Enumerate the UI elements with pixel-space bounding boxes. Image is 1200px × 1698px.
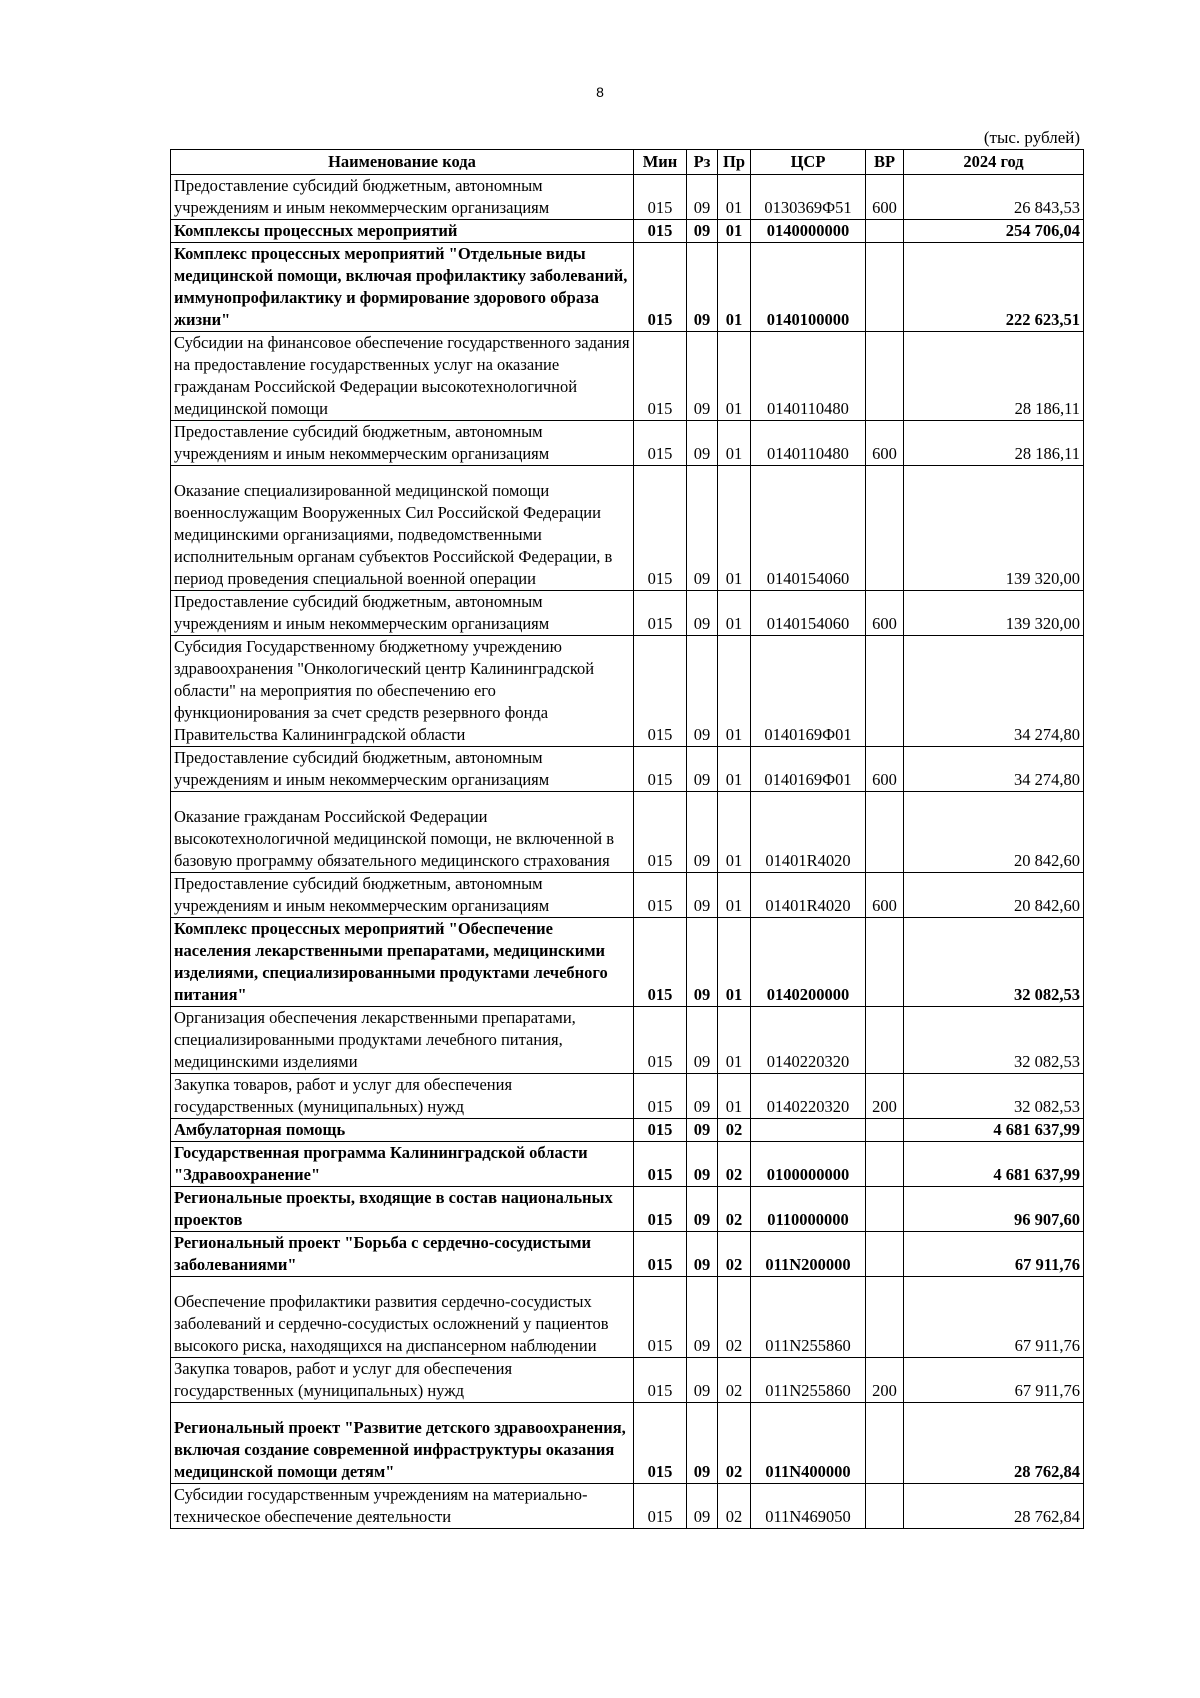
cell-min: 015	[634, 1007, 687, 1074]
cell-rz: 09	[687, 1187, 718, 1232]
cell-vr	[866, 332, 904, 421]
cell-value: 28 762,84	[904, 1403, 1084, 1484]
cell-rz: 09	[687, 421, 718, 466]
cell-rz: 09	[687, 1232, 718, 1277]
cell-rz: 09	[687, 220, 718, 243]
cell-value: 96 907,60	[904, 1187, 1084, 1232]
cell-pr: 01	[718, 591, 751, 636]
cell-name: Субсидии государственным учреждениям на материально-техническое обеспечение деятельности	[171, 1484, 634, 1529]
table-row	[171, 466, 1084, 591]
cell-name: Амбулаторная помощь	[171, 1119, 634, 1142]
table-row	[171, 1142, 1084, 1187]
cell-min: 015	[634, 1142, 687, 1187]
cell-name: Закупка товаров, работ и услуг для обеспечения государственных (муниципальных) нужд	[171, 1358, 634, 1403]
cell-rz: 09	[687, 1119, 718, 1142]
cell-value: 67 911,76	[904, 1358, 1084, 1403]
cell-value: 34 274,80	[904, 636, 1084, 747]
cell-value: 28 762,84	[904, 1484, 1084, 1529]
cell-pr: 01	[718, 175, 751, 220]
table-body	[171, 175, 1084, 1529]
header-csr: ЦСР	[751, 150, 866, 175]
cell-vr	[866, 636, 904, 747]
table-row	[171, 591, 1084, 636]
table-row	[171, 636, 1084, 747]
cell-pr: 01	[718, 792, 751, 873]
cell-min: 015	[634, 243, 687, 332]
table-row	[171, 1007, 1084, 1074]
cell-vr	[866, 466, 904, 591]
cell-vr	[866, 1007, 904, 1074]
cell-rz: 09	[687, 636, 718, 747]
cell-value: 28 186,11	[904, 332, 1084, 421]
cell-rz: 09	[687, 175, 718, 220]
cell-min: 015	[634, 1484, 687, 1529]
cell-csr: 0140154060	[751, 591, 866, 636]
cell-rz: 09	[687, 918, 718, 1007]
cell-csr: 01401R4020	[751, 792, 866, 873]
table-row	[171, 1187, 1084, 1232]
cell-value: 26 843,53	[904, 175, 1084, 220]
cell-name: Предоставление субсидий бюджетным, автономным учреждениям и иным некоммерческим организациям	[171, 747, 634, 792]
cell-value: 139 320,00	[904, 466, 1084, 591]
cell-value: 32 082,53	[904, 1007, 1084, 1074]
cell-name: Комплексы процессных мероприятий	[171, 220, 634, 243]
cell-name: Оказание специализированной медицинской помощи военнослужащим Вооруженных Сил Российской Федерации медицинскими организациями, подведомственными исполнительным органам субъектов Российской Федерации, в период проведения специальной военной операции	[171, 466, 634, 591]
cell-csr: 0140100000	[751, 243, 866, 332]
cell-min: 015	[634, 1403, 687, 1484]
cell-name: Комплекс процессных мероприятий "Отдельные виды медицинской помощи, включая профилактику заболеваний, иммунопрофилактику и формирование здорового образа жизни"	[171, 243, 634, 332]
cell-pr: 01	[718, 466, 751, 591]
cell-rz: 09	[687, 1403, 718, 1484]
cell-name: Предоставление субсидий бюджетным, автономным учреждениям и иным некоммерческим организациям	[171, 421, 634, 466]
table-row	[171, 175, 1084, 220]
cell-name: Предоставление субсидий бюджетным, автономным учреждениям и иным некоммерческим организациям	[171, 873, 634, 918]
cell-rz: 09	[687, 591, 718, 636]
table-row	[171, 873, 1084, 918]
cell-value: 139 320,00	[904, 591, 1084, 636]
cell-rz: 09	[687, 1358, 718, 1403]
cell-vr	[866, 918, 904, 1007]
cell-csr: 0130369Ф51	[751, 175, 866, 220]
table-row	[171, 1484, 1084, 1529]
table-row	[171, 1119, 1084, 1142]
cell-pr: 01	[718, 1007, 751, 1074]
cell-min: 015	[634, 1187, 687, 1232]
cell-vr	[866, 243, 904, 332]
cell-name: Предоставление субсидий бюджетным, автономным учреждениям и иным некоммерческим организациям	[171, 591, 634, 636]
cell-pr: 02	[718, 1119, 751, 1142]
cell-vr	[866, 1403, 904, 1484]
header-min: Мин	[634, 150, 687, 175]
cell-vr	[866, 792, 904, 873]
cell-vr	[866, 1277, 904, 1358]
table-row	[171, 792, 1084, 873]
cell-csr: 011N255860	[751, 1277, 866, 1358]
cell-csr: 0140169Ф01	[751, 636, 866, 747]
cell-value: 4 681 637,99	[904, 1142, 1084, 1187]
cell-csr: 011N200000	[751, 1232, 866, 1277]
cell-pr: 01	[718, 332, 751, 421]
cell-csr: 011N255860	[751, 1358, 866, 1403]
cell-csr: 0140200000	[751, 918, 866, 1007]
table-row	[171, 1358, 1084, 1403]
cell-pr: 02	[718, 1403, 751, 1484]
table-row	[171, 1277, 1084, 1358]
table-row	[171, 332, 1084, 421]
cell-pr: 01	[718, 421, 751, 466]
cell-csr: 0140169Ф01	[751, 747, 866, 792]
cell-rz: 09	[687, 332, 718, 421]
cell-name: Государственная программа Калининградской области "Здравоохранение"	[171, 1142, 634, 1187]
cell-csr: 0100000000	[751, 1142, 866, 1187]
cell-name: Субсидии на финансовое обеспечение государственного задания на предоставление государственных услуг на оказание гражданам Российской Федерации высокотехнологичной медицинской помощи	[171, 332, 634, 421]
cell-value: 20 842,60	[904, 873, 1084, 918]
cell-csr: 011N469050	[751, 1484, 866, 1529]
cell-vr: 200	[866, 1358, 904, 1403]
cell-csr: 0140110480	[751, 332, 866, 421]
cell-vr	[866, 1119, 904, 1142]
cell-value: 28 186,11	[904, 421, 1084, 466]
cell-min: 015	[634, 332, 687, 421]
cell-name: Региональный проект "Борьба с сердечно-сосудистыми заболеваниями"	[171, 1232, 634, 1277]
table-row	[171, 1074, 1084, 1119]
cell-value: 32 082,53	[904, 918, 1084, 1007]
cell-min: 015	[634, 466, 687, 591]
cell-rz: 09	[687, 747, 718, 792]
cell-vr: 600	[866, 873, 904, 918]
unit-label: (тыс. рублей)	[983, 128, 1080, 147]
cell-min: 015	[634, 591, 687, 636]
table-row	[171, 918, 1084, 1007]
cell-pr: 02	[718, 1358, 751, 1403]
table-header-row	[171, 150, 1084, 175]
cell-rz: 09	[687, 243, 718, 332]
header-vr: ВР	[866, 150, 904, 175]
cell-name: Региональный проект "Развитие детского здравоохранения, включая создание современной инфраструктуры оказания медицинской помощи детям"	[171, 1403, 634, 1484]
cell-vr: 600	[866, 421, 904, 466]
cell-value: 20 842,60	[904, 792, 1084, 873]
cell-csr: 0140110480	[751, 421, 866, 466]
page-number: 8	[596, 84, 604, 100]
cell-min: 015	[634, 1358, 687, 1403]
cell-vr: 600	[866, 175, 904, 220]
cell-vr: 600	[866, 747, 904, 792]
cell-rz: 09	[687, 1484, 718, 1529]
cell-vr	[866, 1187, 904, 1232]
cell-vr: 600	[866, 591, 904, 636]
table-row	[171, 243, 1084, 332]
cell-value: 254 706,04	[904, 220, 1084, 243]
cell-rz: 09	[687, 792, 718, 873]
cell-min: 015	[634, 918, 687, 1007]
cell-pr: 01	[718, 220, 751, 243]
cell-pr: 02	[718, 1142, 751, 1187]
cell-min: 015	[634, 1119, 687, 1142]
cell-min: 015	[634, 220, 687, 243]
cell-name: Обеспечение профилактики развития сердечно-сосудистых заболеваний и сердечно-сосудистых осложнений у пациентов высокого риска, находящихся на диспансерном наблюдении	[171, 1277, 634, 1358]
table-row	[171, 421, 1084, 466]
cell-csr: 0140000000	[751, 220, 866, 243]
cell-min: 015	[634, 792, 687, 873]
cell-name: Оказание гражданам Российской Федерации высокотехнологичной медицинской помощи, не включенной в базовую программу обязательного медицинского страхования	[171, 792, 634, 873]
cell-value: 4 681 637,99	[904, 1119, 1084, 1142]
cell-pr: 02	[718, 1484, 751, 1529]
cell-csr: 011N400000	[751, 1403, 866, 1484]
cell-vr	[866, 1232, 904, 1277]
cell-value: 67 911,76	[904, 1277, 1084, 1358]
cell-min: 015	[634, 421, 687, 466]
header-year: 2024 год	[904, 150, 1084, 175]
cell-csr: 0140154060	[751, 466, 866, 591]
cell-pr: 01	[718, 873, 751, 918]
cell-min: 015	[634, 636, 687, 747]
cell-pr: 01	[718, 243, 751, 332]
cell-min: 015	[634, 747, 687, 792]
cell-name: Субсидия Государственному бюджетному учреждению здравоохранения "Онкологический центр Калининградской области" на мероприятия по обеспечению его функционирования за счет средств резервного фонда Правительства Калининградской области	[171, 636, 634, 747]
table-row	[171, 1232, 1084, 1277]
cell-pr: 02	[718, 1187, 751, 1232]
cell-vr	[866, 1142, 904, 1187]
table-row	[171, 220, 1084, 243]
cell-pr: 01	[718, 1074, 751, 1119]
cell-pr: 01	[718, 636, 751, 747]
header-rz: Рз	[687, 150, 718, 175]
cell-value: 34 274,80	[904, 747, 1084, 792]
table-row	[171, 1403, 1084, 1484]
cell-rz: 09	[687, 1074, 718, 1119]
cell-min: 015	[634, 1232, 687, 1277]
cell-min: 015	[634, 1277, 687, 1358]
cell-name: Предоставление субсидий бюджетным, автономным учреждениям и иным некоммерческим организациям	[171, 175, 634, 220]
cell-name: Региональные проекты, входящие в состав национальных проектов	[171, 1187, 634, 1232]
cell-name: Организация обеспечения лекарственными препаратами, специализированными продуктами лечебного питания, медицинскими изделиями	[171, 1007, 634, 1074]
cell-vr: 200	[866, 1074, 904, 1119]
cell-rz: 09	[687, 873, 718, 918]
cell-value: 67 911,76	[904, 1232, 1084, 1277]
cell-min: 015	[634, 873, 687, 918]
cell-min: 015	[634, 1074, 687, 1119]
cell-name: Комплекс процессных мероприятий "Обеспечение населения лекарственными препаратами, медицинскими изделиями, специализированными продуктами лечебного питания"	[171, 918, 634, 1007]
cell-min: 015	[634, 175, 687, 220]
cell-pr: 01	[718, 747, 751, 792]
cell-value: 222 623,51	[904, 243, 1084, 332]
cell-name: Закупка товаров, работ и услуг для обеспечения государственных (муниципальных) нужд	[171, 1074, 634, 1119]
cell-pr: 02	[718, 1277, 751, 1358]
cell-pr: 01	[718, 918, 751, 1007]
cell-csr: 01401R4020	[751, 873, 866, 918]
table-row	[171, 747, 1084, 792]
header-name: Наименование кода	[171, 150, 634, 175]
budget-table	[170, 149, 1084, 1529]
cell-vr	[866, 1484, 904, 1529]
cell-csr: 0110000000	[751, 1187, 866, 1232]
cell-rz: 09	[687, 1277, 718, 1358]
cell-vr	[866, 220, 904, 243]
cell-csr: 0140220320	[751, 1007, 866, 1074]
cell-pr: 02	[718, 1232, 751, 1277]
cell-rz: 09	[687, 466, 718, 591]
cell-csr: 0140220320	[751, 1074, 866, 1119]
cell-rz: 09	[687, 1142, 718, 1187]
cell-csr	[751, 1119, 866, 1142]
header-pr: Пр	[718, 150, 751, 175]
cell-rz: 09	[687, 1007, 718, 1074]
cell-value: 32 082,53	[904, 1074, 1084, 1119]
